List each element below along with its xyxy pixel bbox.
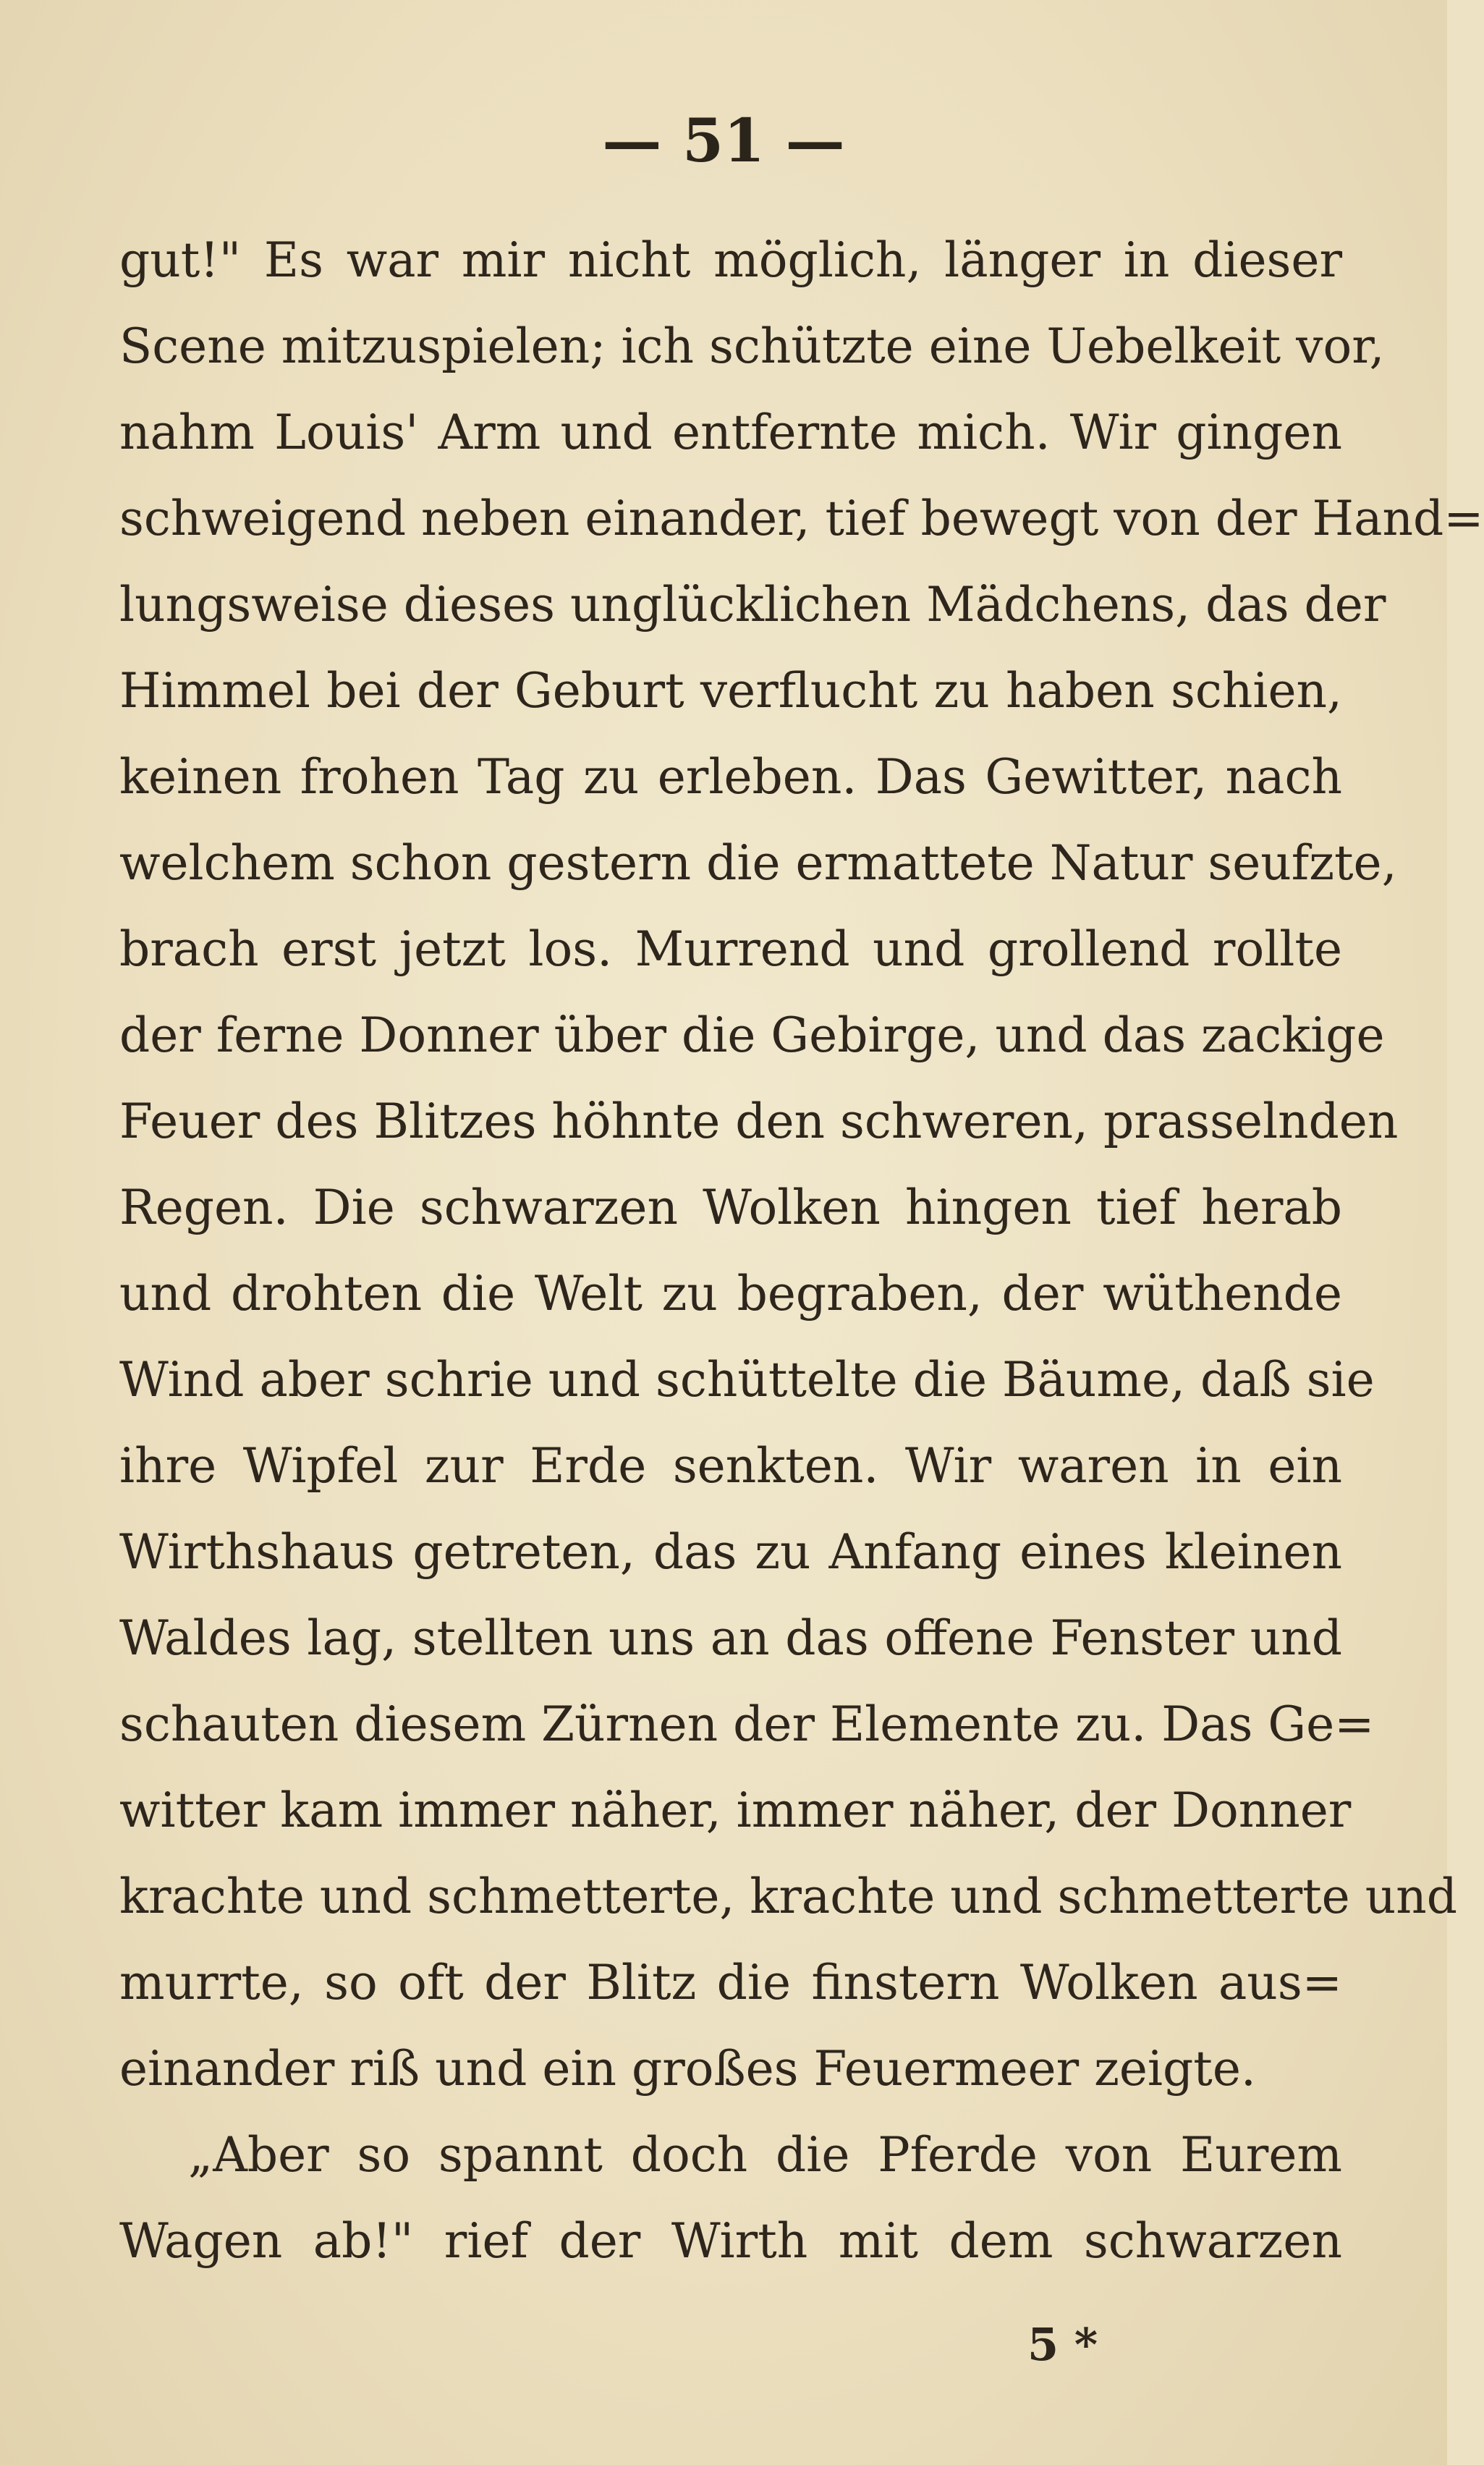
text-line: witter kam immer näher, immer näher, der Donner [119,1783,1352,1838]
text-line: keinen frohen Tag zu erleben. Das Gewitter, nach [119,749,1342,805]
text-line: Wind aber schrie und schüttelte die Bäume, daß sie [119,1352,1375,1408]
text-line: murrte, so oft der Blitz die finstern Wolken aus= [119,1955,1342,2011]
text-line: nahm Louis' Arm und entfernte mich. Wir gingen [119,405,1342,460]
body-text [119,217,1484,2284]
text-line: Wirthshaus getreten, das zu Anfang eines kleinen [119,1524,1342,1580]
text-line: schweigend neben einander, tief bewegt von der Hand= [119,491,1484,546]
text-line: lungsweise dieses unglücklichen Mädchens, das der [119,577,1386,633]
text-line: Scene mitzuspielen; ich schützte eine Uebelkeit vor, [119,318,1385,374]
text-line: gut!" Es war mir nicht möglich, länger in dieser [119,232,1342,288]
signature-mark: 5 * [1027,2318,1098,2371]
text-line: Himmel bei der Geburt verflucht zu haben schien, [119,663,1342,719]
text-line: schauten diesem Zürnen der Elemente zu. Das Ge= [119,1696,1375,1752]
text-line: Regen. Die schwarzen Wolken hingen tief herab [119,1180,1342,1235]
text-line: Wagen ab!" rief der Wirth mit dem schwarzen [119,2213,1342,2269]
text-line: krachte und schmetterte, krachte und schmetterte und [119,1869,1457,1924]
text-line: welchem schon gestern die ermattete Natur seufzte, [119,835,1397,891]
text-line: „Aber so spannt doch die Pferde von Eurem [188,2127,1342,2183]
text-line: und drohten die Welt zu begraben, der wüthende [119,1266,1342,1322]
text-line: Feuer des Blitzes höhnte den schweren, prasselnden [119,1094,1399,1149]
text-line: brach erst jetzt los. Murrend und grollend rollte [119,921,1342,977]
text-line: einander riß und ein großes Feuermeer zeigte. [119,2041,1256,2097]
page-number-header: — 51 — [602,106,845,176]
text-line: ihre Wipfel zur Erde senkten. Wir waren in ein [119,1438,1342,1494]
text-line: der ferne Donner über die Gebirge, und das zackige [119,1007,1385,1063]
text-line: Waldes lag, stellten uns an das offene Fenster und [119,1610,1342,1666]
